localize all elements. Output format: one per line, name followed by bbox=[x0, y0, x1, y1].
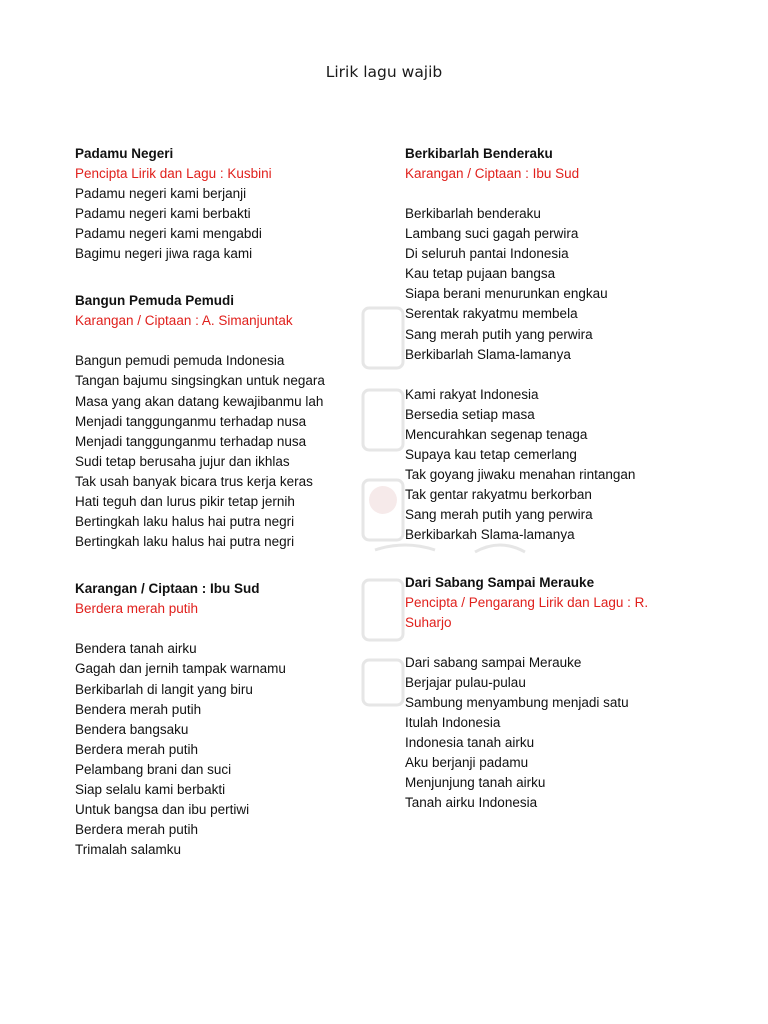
lyric-line: Tak goyang jiwaku menahan rintangan bbox=[405, 467, 636, 483]
song-padamu-negeri bbox=[75, 144, 395, 264]
lyric-line: Padamu negeri kami berjanji bbox=[75, 186, 247, 201]
lyric-line: Bagimu negeri jiwa raga kami bbox=[75, 246, 253, 262]
lyric-line: Untuk bangsa dan ibu pertiwi bbox=[75, 802, 250, 818]
lyric-line: Tak usah banyak bicara trus kerja keras bbox=[75, 473, 313, 489]
lyric-line: Hati teguh dan lurus pikir tetap jernih bbox=[75, 494, 295, 510]
song-credit: Pencipta Lirik dan Lagu : Kusbini bbox=[75, 166, 272, 181]
lyric-line: Tangan bajumu singsingkan untuk negara bbox=[75, 373, 325, 389]
lyric-line: Sang merah putih yang perwira bbox=[405, 326, 593, 342]
song-berkibarlah-benderaku bbox=[405, 144, 705, 546]
lyric-line: Berjajar pulau-pulau bbox=[405, 674, 526, 690]
left-column bbox=[75, 144, 395, 860]
lyric-line: Menjadi tanggunganmu terhadap nusa bbox=[75, 433, 307, 449]
song-title: Bangun Pemuda Pemudi bbox=[75, 293, 235, 309]
lyric-line: Siap selalu kami berbakti bbox=[75, 781, 226, 797]
right-column bbox=[405, 144, 705, 813]
lyric-line: Berkibarlah benderaku bbox=[405, 206, 541, 221]
lyric-line: Dari sabang sampai Merauke bbox=[405, 654, 582, 670]
lyric-line: Trimalah salamku bbox=[75, 842, 182, 858]
lyric-line: Di seluruh pantai Indonesia bbox=[405, 246, 569, 262]
song-credit: Pencipta / Pengarang Lirik dan Lagu : R. bbox=[405, 594, 649, 610]
lyric-line: Padamu negeri kami mengabdi bbox=[75, 226, 262, 242]
song-title: Padamu Negeri bbox=[75, 146, 174, 161]
lyric-line: Bangun pemudi pemuda Indonesia bbox=[75, 353, 285, 369]
lyric-line: Lambang suci gagah perwira bbox=[405, 226, 579, 242]
lyric-line: Berkibarlah Slama-lamanya bbox=[405, 346, 571, 362]
song-credit: Karangan / Ciptaan : Ibu Sud bbox=[405, 166, 580, 181]
page-title: Lirik lagu wajib bbox=[325, 63, 443, 81]
lyric-line: Sambung menyambung menjadi satu bbox=[405, 694, 629, 710]
lyric-line: Kau tetap pujaan bangsa bbox=[405, 266, 556, 282]
lyric-line: Bendera bangsaku bbox=[75, 721, 189, 737]
lyric-line: Mencurahkan segenap tenaga bbox=[405, 426, 588, 442]
lyric-line: Bertingkah laku halus hai putra negri bbox=[75, 514, 295, 530]
song-credit: Karangan / Ciptaan : A. Simanjuntak bbox=[75, 313, 293, 329]
lyric-line: Itulah Indonesia bbox=[405, 714, 501, 730]
lyric-line: Berkibarkah Slama-lamanya bbox=[405, 527, 575, 543]
lyric-line: Pelambang brani dan suci bbox=[75, 761, 232, 777]
lyric-line: Berdera merah putih bbox=[75, 822, 199, 838]
song-dari-sabang-sampai-merauke bbox=[405, 573, 705, 814]
lyric-line: Bertingkah laku halus hai putra negri bbox=[75, 534, 295, 550]
song-bendera-merah-putih bbox=[75, 579, 395, 860]
lyric-line: Supaya kau tetap cemerlang bbox=[405, 447, 577, 463]
song-credit: Suharjo bbox=[405, 614, 452, 630]
song-bangun-pemuda-pemudi bbox=[75, 291, 395, 552]
song-credit: Berdera merah putih bbox=[75, 601, 199, 617]
lyric-line: Padamu negeri kami berbakti bbox=[75, 206, 251, 222]
lyric-line: Menjunjung tanah airku bbox=[405, 775, 546, 791]
lyric-line: Berkibarlah di langit yang biru bbox=[75, 681, 253, 697]
lyric-line: Sudi tetap berusaha jujur dan ikhlas bbox=[75, 453, 290, 469]
lyric-line: Indonesia tanah airku bbox=[405, 734, 535, 750]
lyric-line: Serentak rakyatmu membela bbox=[405, 306, 578, 322]
lyric-line: Gagah dan jernih tampak warnamu bbox=[75, 661, 286, 677]
lyric-line: Bendera merah putih bbox=[75, 701, 202, 717]
lyric-line: Bersedia setiap masa bbox=[405, 406, 535, 422]
lyric-line: Aku berjanji padamu bbox=[405, 754, 529, 770]
lyric-line: Masa yang akan datang kewajibanmu lah bbox=[75, 393, 324, 409]
lyric-line: Tanah airku Indonesia bbox=[405, 795, 538, 811]
lyric-line: Berdera merah putih bbox=[75, 741, 199, 757]
song-title: Dari Sabang Sampai Merauke bbox=[405, 574, 595, 590]
lyric-line: Tak gentar rakyatmu berkorban bbox=[405, 487, 592, 503]
lyric-line: Siapa berani menurunkan engkau bbox=[405, 286, 608, 302]
song-title: Berkibarlah Benderaku bbox=[405, 146, 553, 161]
lyric-line: Sang merah putih yang perwira bbox=[405, 507, 593, 523]
song-title: Karangan / Ciptaan : Ibu Sud bbox=[75, 581, 260, 597]
lyric-line: Kami rakyat Indonesia bbox=[405, 386, 539, 402]
lyric-line: Menjadi tanggunganmu terhadap nusa bbox=[75, 413, 307, 429]
lyric-line: Bendera tanah airku bbox=[75, 641, 197, 657]
